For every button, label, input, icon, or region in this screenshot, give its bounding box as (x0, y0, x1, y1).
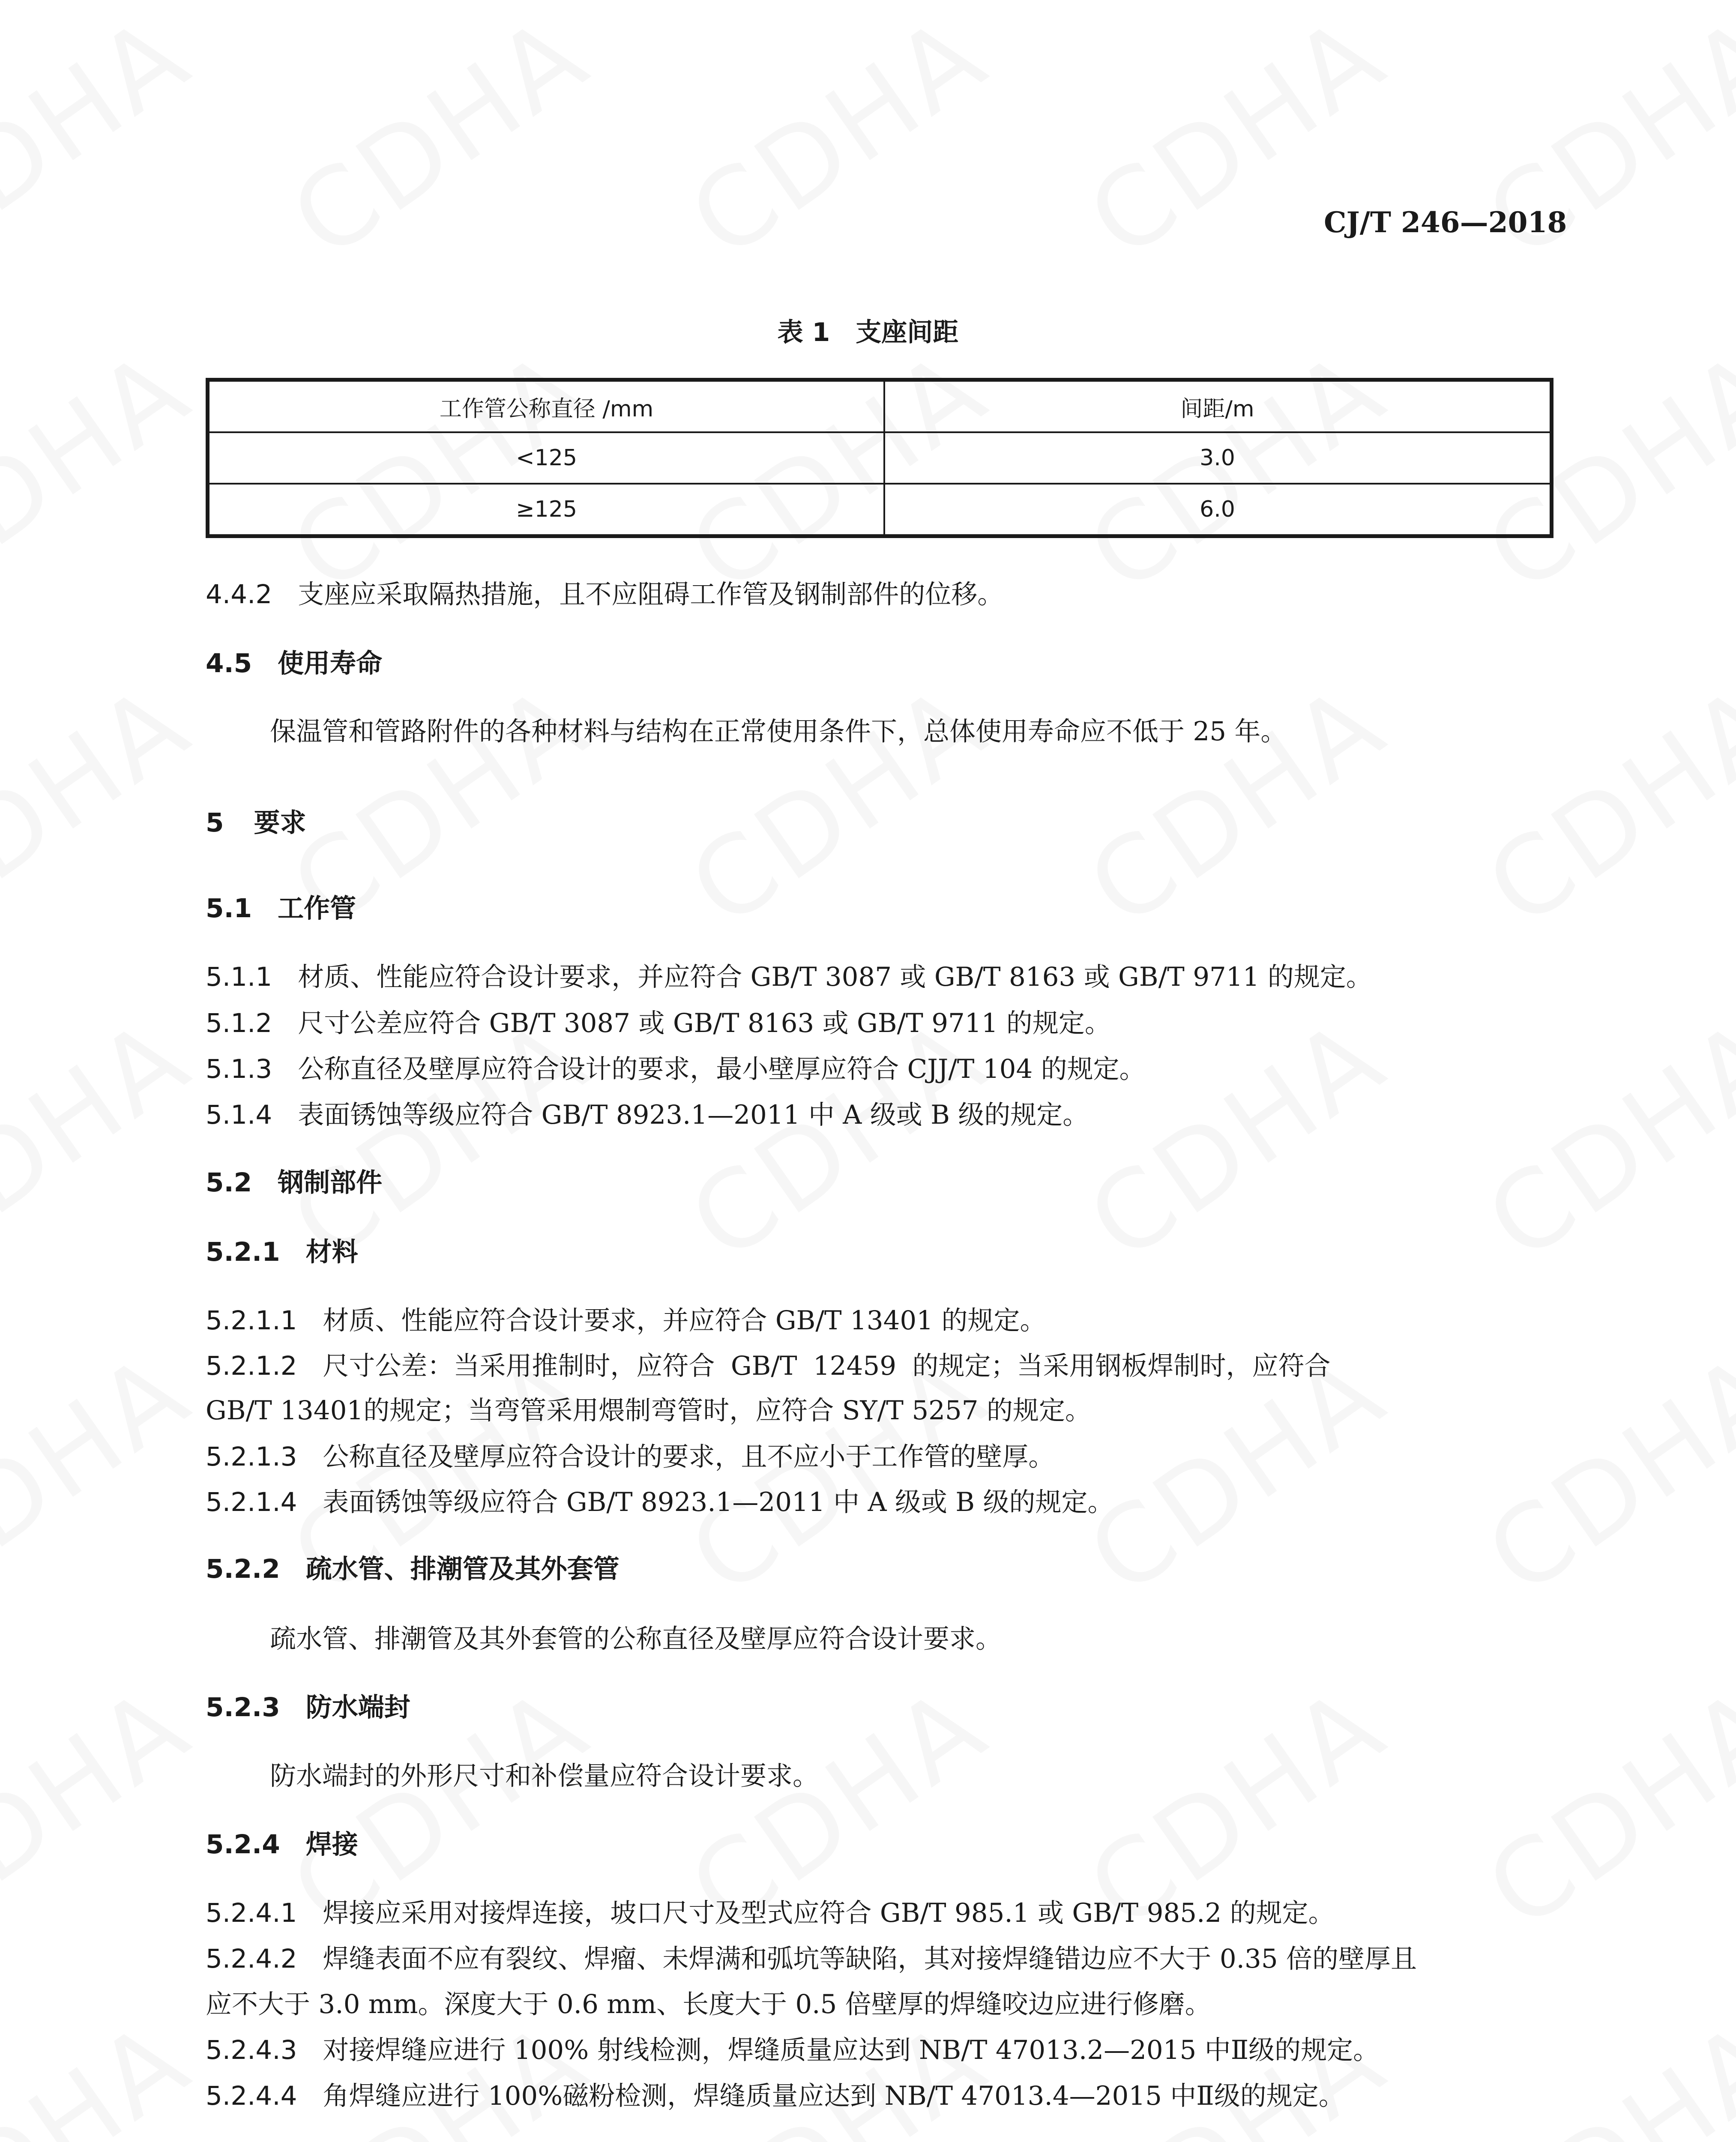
clause-5-2-4-3: 5.2.4.3 对接焊缝应进行 100% 射线检测，焊缝质量应达到 NB/T 47013.2—2015 中Ⅱ级的规定。 (206, 2035, 1380, 2065)
clause-5-2-1-2-cont: GB/T 13401的规定；当弯管采用煨制弯管时，应符合 SY/T 5257 的规定。 (206, 1395, 1091, 1426)
clause-4-4-2: 4.4.2 支座应采取隔热措施，且不应阻碍工作管及钢制部件的位移。 (206, 579, 1004, 610)
table-cell: 6.0 (884, 484, 1552, 536)
watermark-text (1067, 994, 1407, 1285)
table-row (208, 432, 1552, 484)
clause-5-2-4-2-cont: 应不大于 3.0 mm。深度大于 0.6 mm、长度大于 0.5 倍壁厚的焊缝咬边应进行修磨。 (206, 1989, 1211, 2019)
table-caption: 表 1 支座间距 (777, 317, 959, 347)
paragraph: 防水端封的外形尺寸和补偿量应符合设计要求。 (270, 1761, 819, 1791)
table-cell: <125 (208, 432, 885, 484)
col-header-diameter: 工作管公称直径 /mm (208, 380, 885, 433)
watermark-text (1465, 1663, 1736, 1953)
watermark-text (1465, 0, 1736, 282)
support-spacing-table (206, 378, 1553, 538)
watermark-text (1465, 1328, 1736, 1619)
watermark-text (0, 994, 212, 1285)
clause-5-1-3: 5.1.3 公称直径及壁厚应符合设计的要求，最小壁厚应符合 CJJ/T 104 的规定。 (206, 1054, 1146, 1084)
watermark-text (270, 0, 610, 282)
watermark-text (1465, 660, 1736, 951)
paragraph: 保温管和管路附件的各种材料与结构在正常使用条件下，总体使用寿命应不低于 25 年。 (270, 716, 1287, 747)
table-cell: 3.0 (884, 432, 1552, 484)
watermark-text (1465, 994, 1736, 1285)
watermark-text (0, 1328, 212, 1619)
clause-5-2-4-4: 5.2.4.4 角焊缝应进行 100%磁粉检测，焊缝质量应达到 NB/T 47013.4—2015 中Ⅱ级的规定。 (206, 2081, 1345, 2111)
watermark-text (0, 660, 212, 951)
watermark-text (0, 1997, 212, 2142)
section-heading-5-2-4: 5.2.4 焊接 (206, 1829, 358, 1860)
table-row (208, 484, 1552, 536)
clause-5-2-1-1: 5.2.1.1 材质、性能应符合设计要求，并应符合 GB/T 13401 的规定。 (206, 1305, 1046, 1336)
section-heading-4-5: 4.5 使用寿命 (206, 648, 383, 679)
watermark-text (0, 326, 212, 616)
section-heading-5-1: 5.1 工作管 (206, 893, 356, 924)
table-header-row (208, 380, 1552, 433)
watermark-text (1465, 1997, 1736, 2142)
watermark-text (668, 0, 1009, 282)
clause-5-2-1-2: 5.2.1.2 尺寸公差：当采用推制时，应符合 GB/T 12459 的规定；当采用钢板焊制时，应符合 (206, 1351, 1331, 1381)
section-heading-5-2-1: 5.2.1 材料 (206, 1237, 358, 1267)
section-heading-5-2-2: 5.2.2 疏水管、排潮管及其外套管 (206, 1554, 620, 1584)
clause-5-2-4-2: 5.2.4.2 焊缝表面不应有裂纹、焊瘤、未焊满和弧坑等缺陷，其对接焊缝错边应不大于 0.35 倍的壁厚且 (206, 1944, 1417, 1974)
watermark-text (1067, 0, 1407, 282)
clause-5-1-2: 5.1.2 尺寸公差应符合 GB/T 3087 或 GB/T 8163 或 GB/T 9711 的规定。 (206, 1008, 1111, 1038)
watermark-text (0, 1663, 212, 1953)
watermark-text (668, 660, 1009, 951)
section-heading-5-2-3: 5.2.3 防水端封 (206, 1692, 410, 1723)
section-heading-5: 5 要求 (206, 808, 306, 838)
clause-5-2-4-1: 5.2.4.1 焊接应采用对接焊连接，坡口尺寸及型式应符合 GB/T 985.1 或 GB/T 985.2 的规定。 (206, 1898, 1335, 1928)
clause-5-2-1-4: 5.2.1.4 表面锈蚀等级应符合 GB/T 8923.1—2011 中 A 级或 B 级的规定。 (206, 1487, 1114, 1517)
standard-number: CJ/T 246—2018 (1324, 206, 1567, 239)
clause-5-2-1-3: 5.2.1.3 公称直径及壁厚应符合设计的要求，且不应小于工作管的壁厚。 (206, 1442, 1055, 1472)
clause-5-1-1: 5.1.1 材质、性能应符合设计要求，并应符合 GB/T 3087 或 GB/T 8163 或 GB/T 9711 的规定。 (206, 962, 1372, 992)
col-header-spacing: 间距/m (884, 380, 1552, 433)
watermark-text (1067, 660, 1407, 951)
table-cell: ≥125 (208, 484, 885, 536)
clause-5-1-4: 5.1.4 表面锈蚀等级应符合 GB/T 8923.1—2011 中 A 级或 B 级的规定。 (206, 1100, 1089, 1130)
watermark-text (0, 0, 212, 282)
section-heading-5-2: 5.2 钢制部件 (206, 1167, 383, 1198)
paragraph: 疏水管、排潮管及其外套管的公称直径及壁厚应符合设计要求。 (270, 1624, 1002, 1654)
